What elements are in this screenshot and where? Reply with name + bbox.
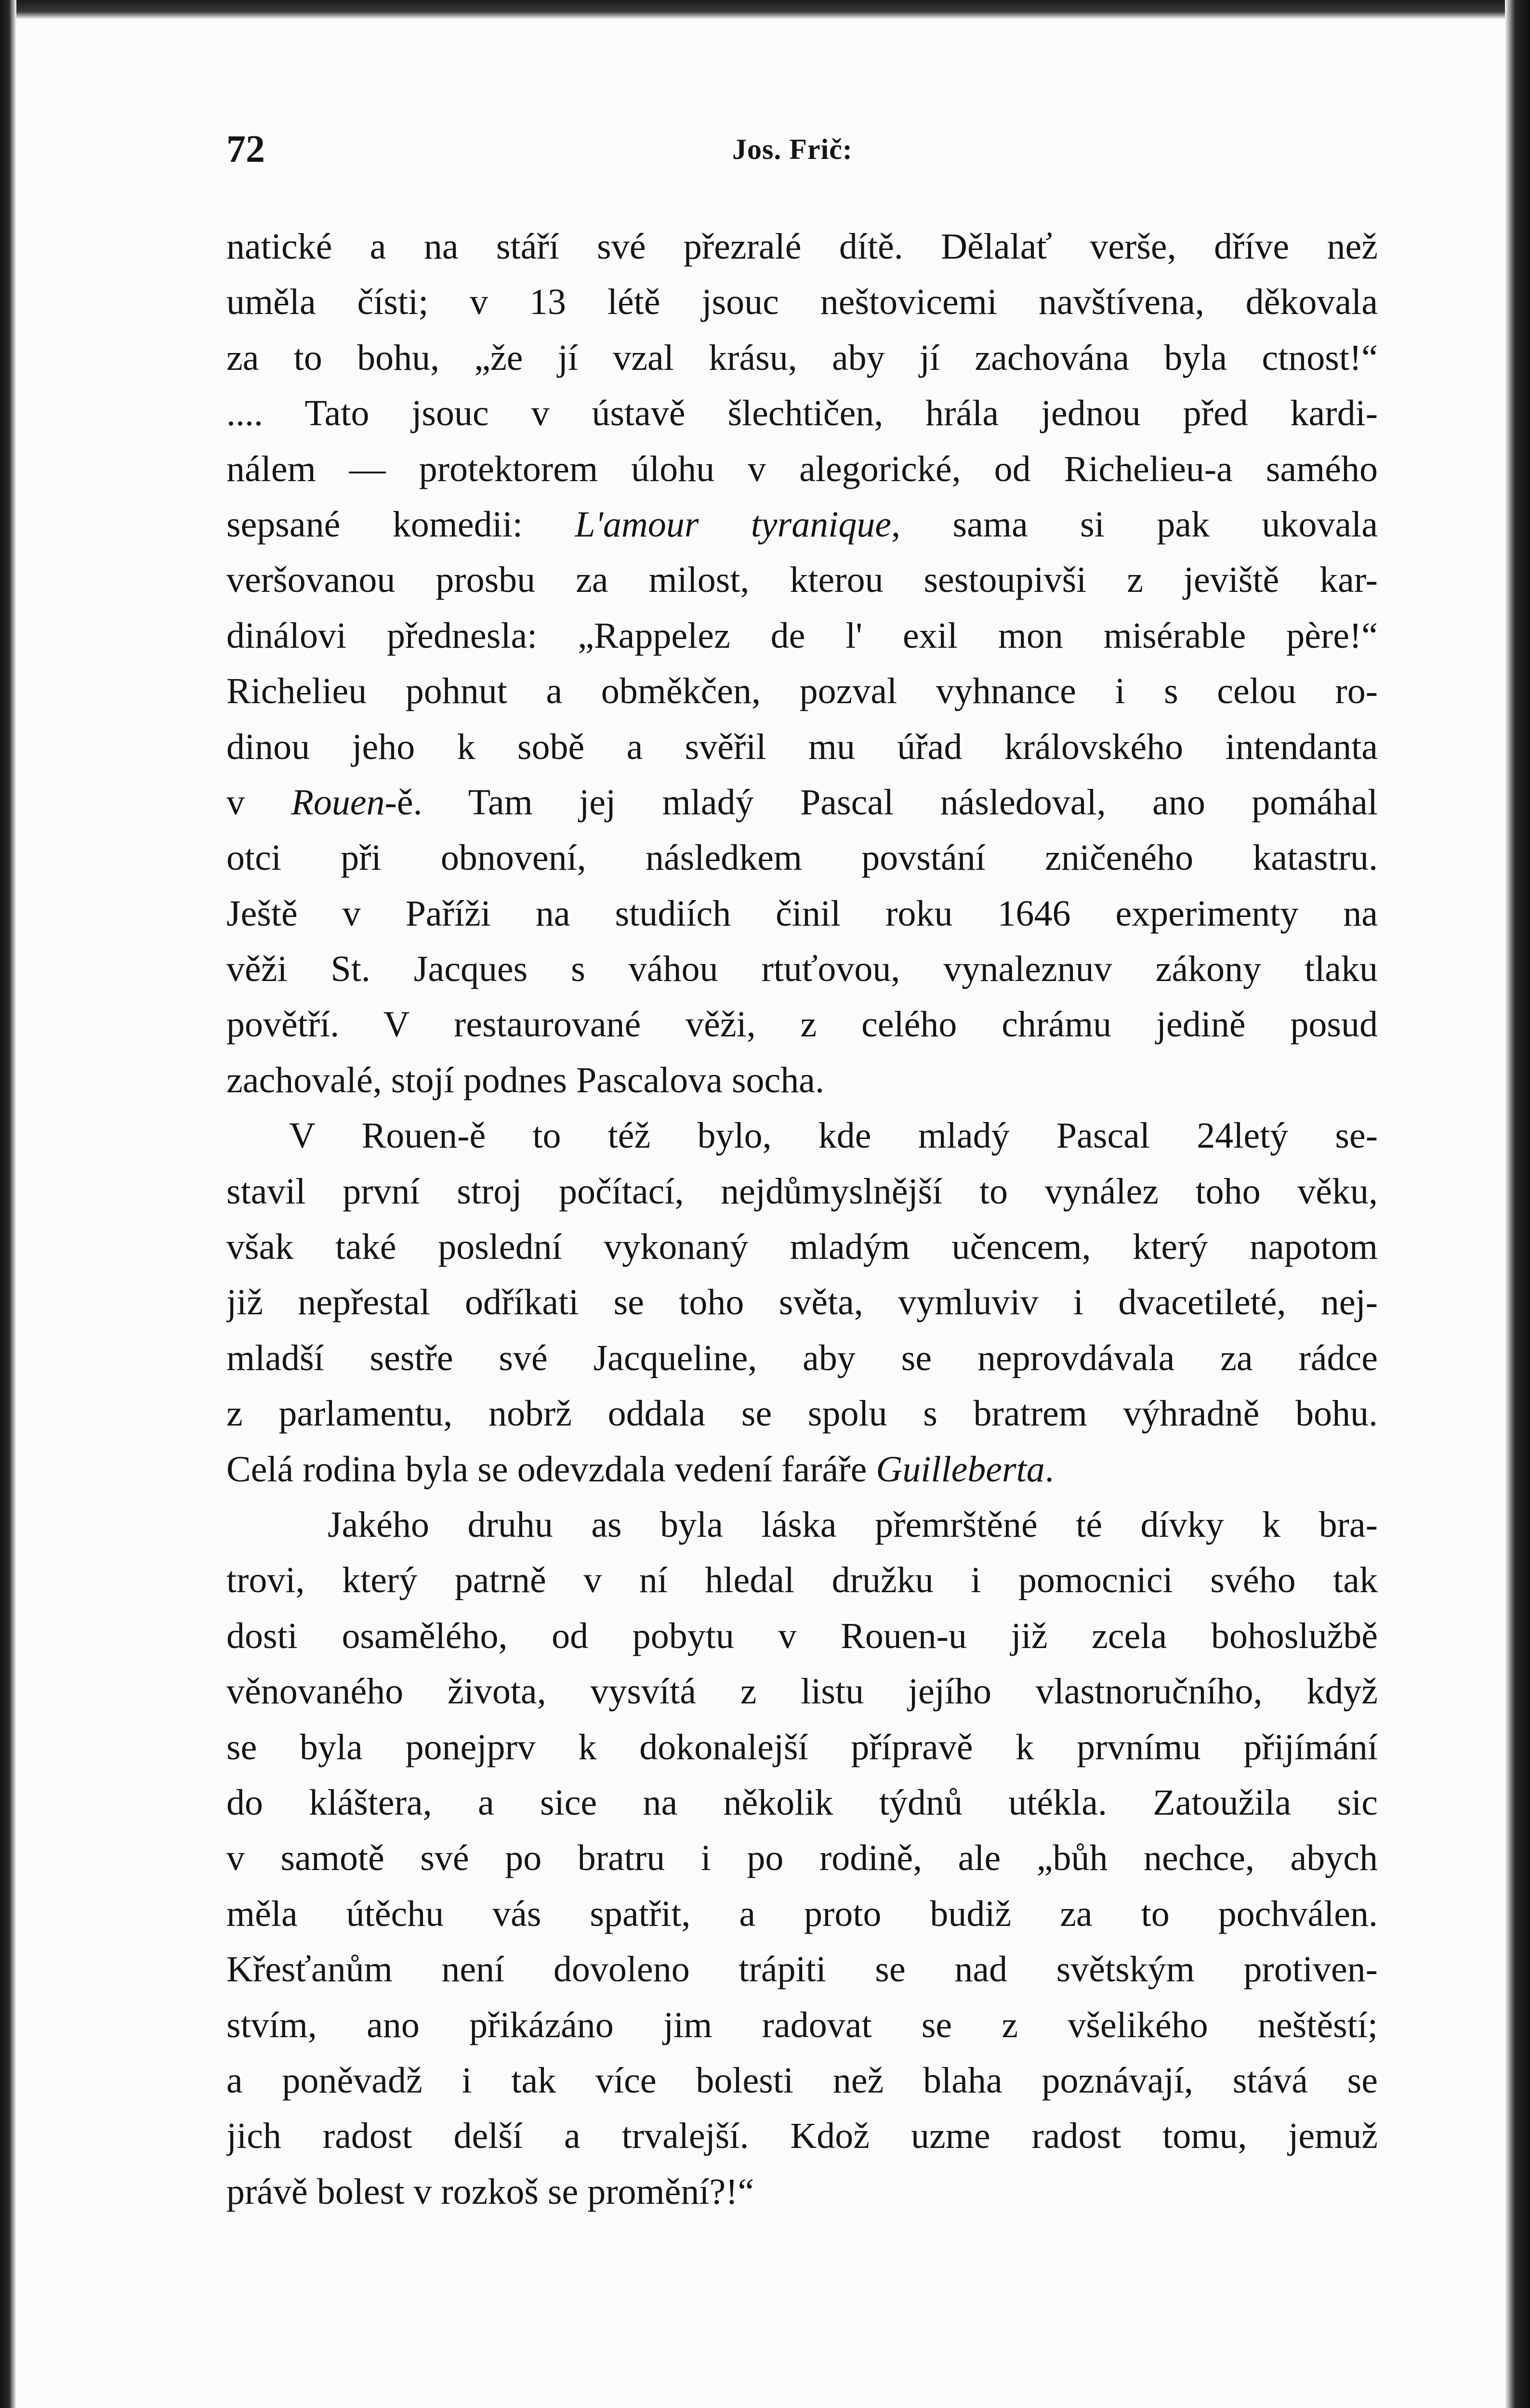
scan-border-right <box>1505 0 1530 2408</box>
text-line: natické a na stáří své přezralé dítě. Dělalať verše, dříve než <box>226 226 1378 267</box>
text-line: věži St. Jacques s váhou rtuťovou, vynaleznuv zákony tlaku <box>226 949 1378 990</box>
text-line: věnovaného života, vysvítá z listu jejího vlastnoručního, když <box>226 1671 1378 1712</box>
text-line: z parlamentu, nobrž oddala se spolu s bratrem výhradně bohu. <box>226 1393 1378 1434</box>
paragraph-start-line: V Rouen-ě to též bylo, kde mladý Pascal 24letý se- <box>289 1115 1378 1156</box>
page-number: 72 <box>226 128 265 170</box>
italic-title: L'amour tyranique <box>575 504 892 545</box>
running-head-author: Jos. Frič: <box>732 133 853 165</box>
text-line: zachovalé, stojí podnes Pascalova socha. <box>226 1060 824 1100</box>
text-line: v samotě své po bratru i po rodině, ale „bůh nechce, abych <box>226 1838 1378 1879</box>
text-line: dinou jeho k sobě a svěřil mu úřad královského intendanta <box>226 726 1378 767</box>
text-line: veršovanou prosbu za milost, kterou sestoupivši z jeviště kar- <box>226 560 1378 601</box>
text-line: se byla ponejprv k dokonalejší přípravě k prvnímu přijímání <box>226 1727 1378 1767</box>
text-line: sepsané komedii: L'amour tyranique, sama si pak ukovala <box>226 504 1378 545</box>
text-line: stavil první stroj počítací, nejdůmyslnější to vynález toho věku, <box>226 1171 1378 1212</box>
italic-person-name: Guilleberta <box>876 1449 1045 1490</box>
italic-place-name: Rouen <box>291 782 385 823</box>
text-line: Richelieu pohnut a obměkčen, pozval vyhnance i s celou ro- <box>226 671 1378 712</box>
text-line: .... Tato jsouc v ústavě šlechtičen, hrála jednou před kardi- <box>226 393 1378 434</box>
running-head <box>226 120 1383 178</box>
text-line: trovi, který patrně v ní hledal družku i pomocnici svého tak <box>226 1560 1378 1601</box>
text-line: Křesťanům není dovoleno trápiti se nad světským protiven- <box>226 1949 1378 1990</box>
text-line: do kláštera, a sice na několik týdnů utékla. Zatoužila sic <box>226 1782 1378 1823</box>
text-line: Ještě v Paříži na studiích činil roku 1646 experimenty na <box>226 893 1378 934</box>
text-line: a poněvadž i tak více bolesti než blaha poznávají, stává se <box>226 2060 1378 2101</box>
text-line: uměla čísti; v 13 létě jsouc neštovicemi navštívena, děkovala <box>226 282 1378 323</box>
body-text <box>226 219 1378 2220</box>
text-line: za to bohu, „že jí vzal krásu, aby jí zachována byla ctnost!“ <box>226 337 1378 378</box>
text-line: jich radost delší a trvalejší. Kdož uzme radost tomu, jemuž <box>226 2116 1378 2157</box>
text-line: stvím, ano přikázáno jim radovat se z všelikého neštěstí; <box>226 2004 1378 2045</box>
scan-border-left <box>0 0 16 2408</box>
text-line: dinálovi přednesla: „Rappelez de l' exil mon misérable père!“ <box>226 615 1378 656</box>
text-line: již nepřestal odříkati se toho světa, vymluviv i dvacetileté, nej- <box>226 1282 1378 1323</box>
paragraph-start-line: Jakého druhu as byla láska přemrštěné té dívky k bra- <box>328 1504 1378 1545</box>
text-line: Celá rodina byla se odevzdala vedení faráře Guilleberta. <box>226 1449 1054 1490</box>
text-line: mladší sestře své Jacqueline, aby se neprovdávala za rádce <box>226 1337 1378 1378</box>
text-line: dosti osamělého, od pobytu v Rouen-u již zcela bohoslužbě <box>226 1615 1378 1656</box>
text-line: však také poslední vykonaný mladým učencem, který napotom <box>226 1227 1378 1268</box>
text-line: povětří. V restaurované věži, z celého chrámu jedině posud <box>226 1004 1378 1045</box>
text-line: v Rouen-ě. Tam jej mladý Pascal následoval, ano pomáhal <box>226 782 1378 823</box>
text-line: otci při obnovení, následkem povstání zničeného katastru. <box>226 838 1378 878</box>
text-line: nálem — protektorem úlohu v alegorické, od Richelieu-a samého <box>226 448 1378 489</box>
text-line: měla útěchu vás spatřit, a proto budiž za to pochválen. <box>226 1893 1378 1934</box>
scan-border-top <box>0 0 1530 19</box>
text-line: právě bolest v rozkoš se promění?!“ <box>226 2171 754 2212</box>
